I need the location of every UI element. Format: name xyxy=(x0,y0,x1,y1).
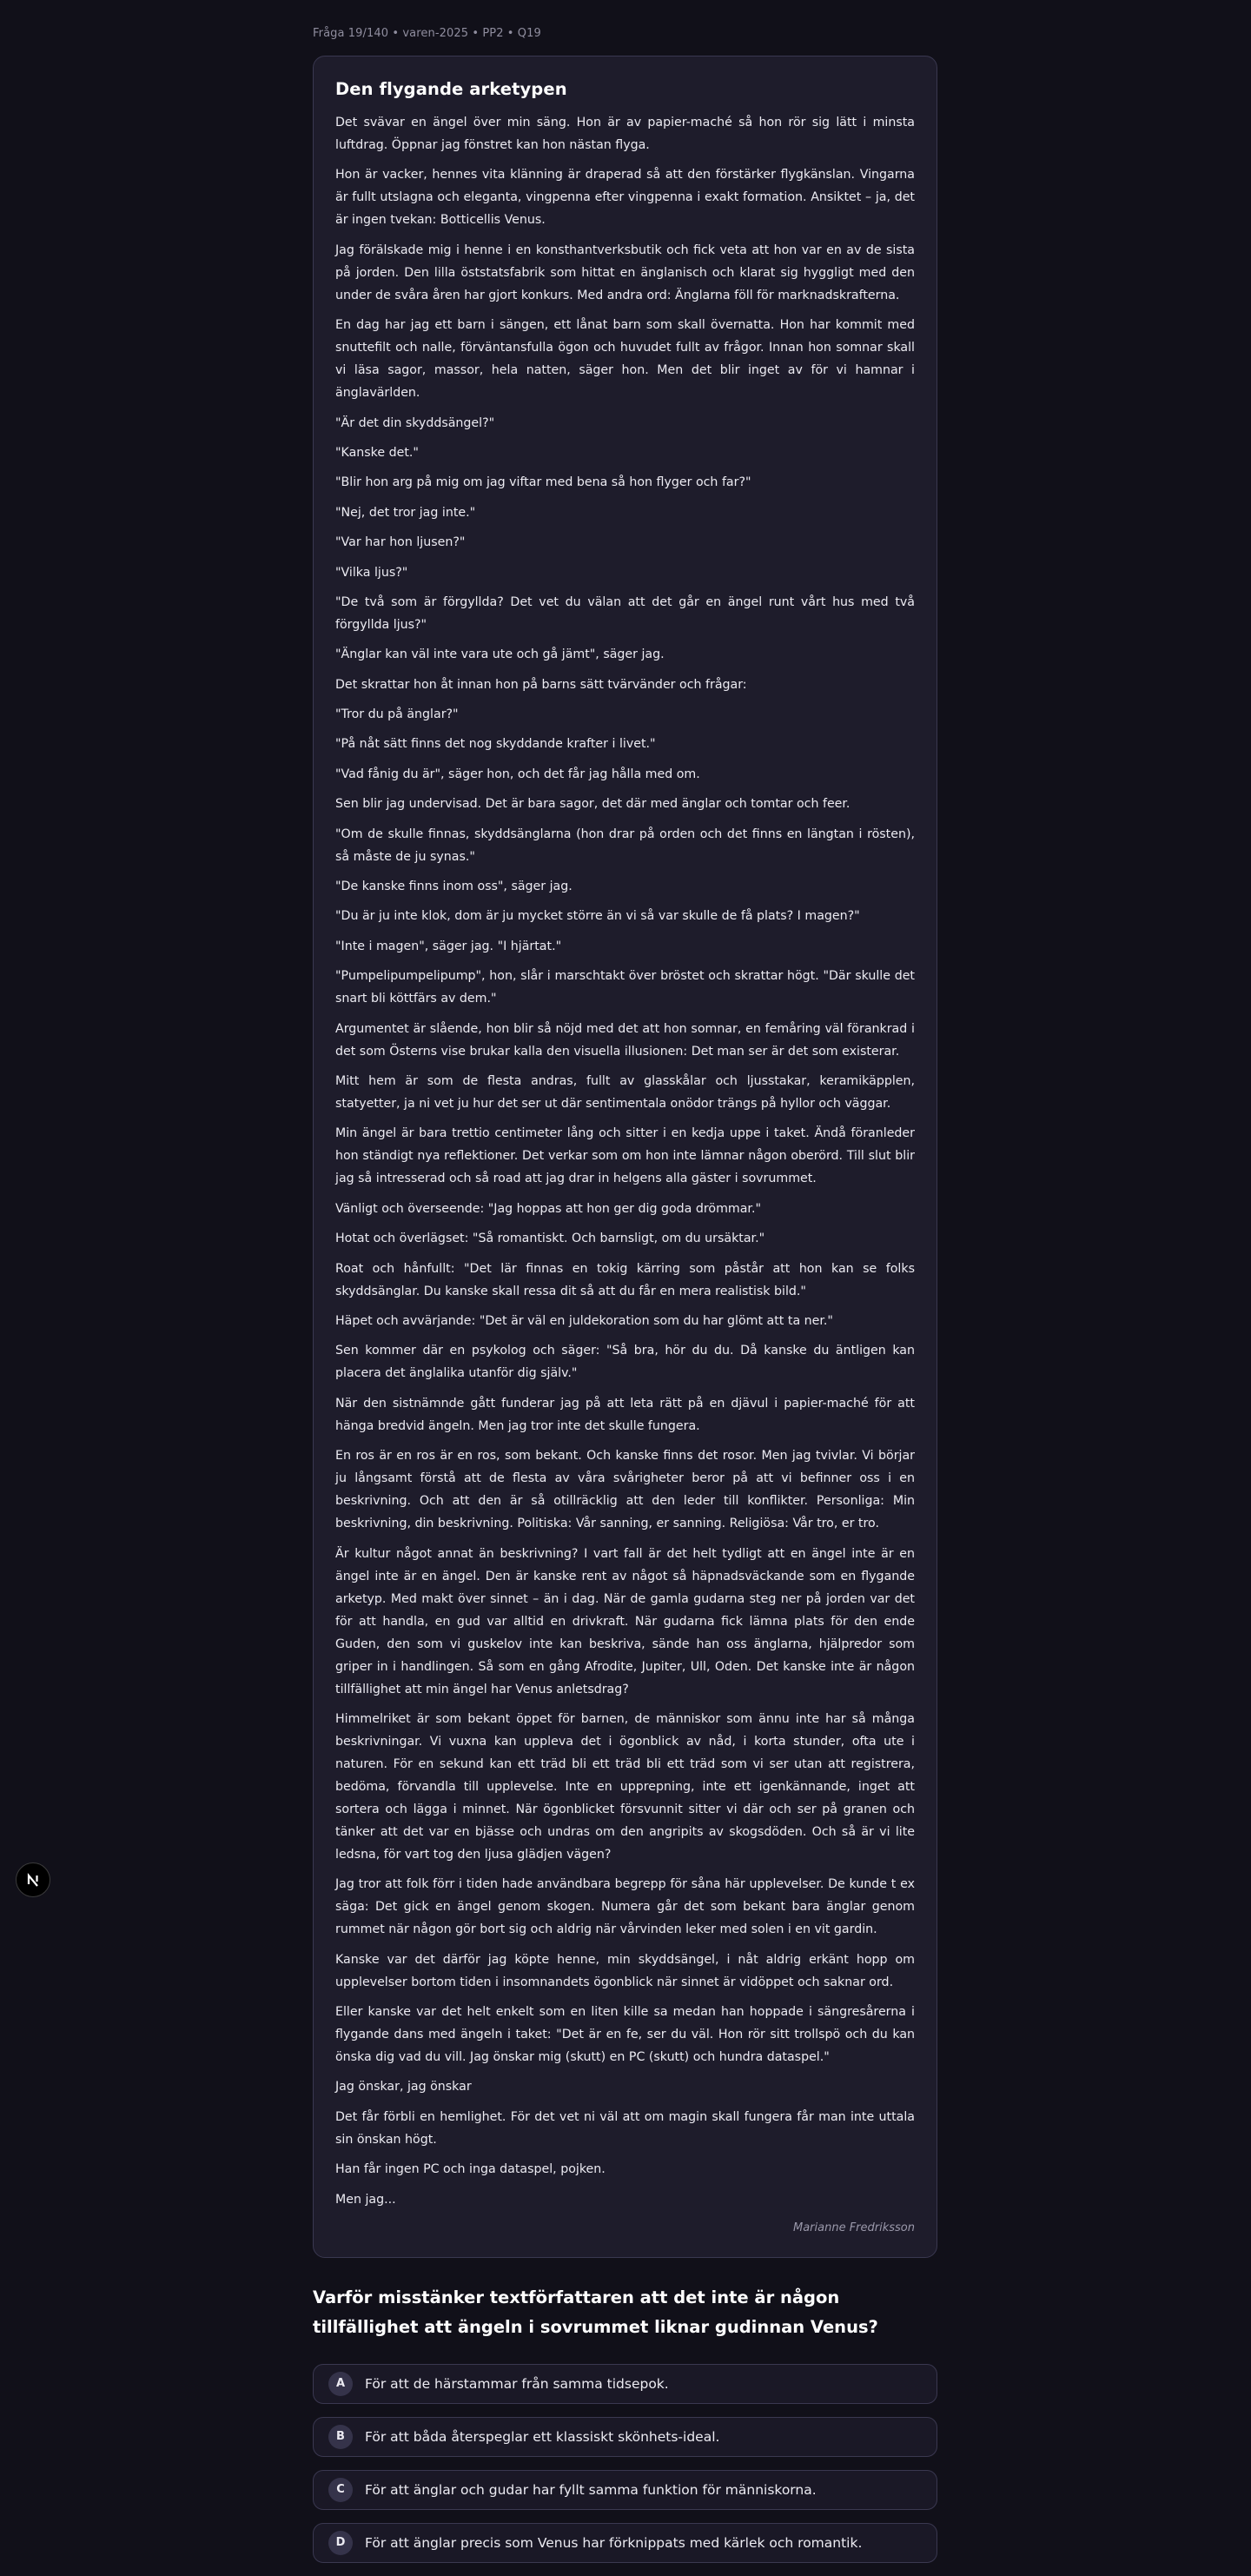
article-paragraph: "Vad fånig du är", säger hon, och det får jag hålla med om. xyxy=(335,767,700,781)
article-paragraph: Sen kommer där en psykolog och säger: "Så bra, hör du du. Då kanske du äntligen kan placera det änglalika utanför dig själv." xyxy=(335,1344,915,1381)
article-paragraph: Det får förbli en hemlighet. För det vet ni väl att om magin skall fungera får man inte uttala sin önskan högt. xyxy=(335,2109,915,2147)
article-paragraph: Jag förälskade mig i henne i en konsthantverksbutik och fick veta att hon var en av de sista på jorden. Den lilla öststatsfabrik som hittat en änglanisch och klarat sig hyggligt med den under de svåra åren har gjort konkurs. Med andra ord: Änglarna föll för marknadskrafterna. xyxy=(335,242,915,302)
article-paragraph: "På nåt sätt finns det nog skyddande krafter i livet." xyxy=(335,737,656,752)
article-paragraph: Hotat och överlägset: "Så romantiskt. Och barnsligt, om du ursäktar." xyxy=(335,1232,765,1246)
article-paragraph: Det skrattar hon åt innan hon på barns sätt tvärvänder och frågar: xyxy=(335,677,747,692)
nextjs-badge-button[interactable] xyxy=(16,1862,50,1897)
article-paragraph: "Nej, det tror jag inte." xyxy=(335,505,476,520)
article-paragraph: Himmelriket är som bekant öppet för barnen, de människor som ännu inte har så många beskrivningar. Vi vuxna kan uppleva det i ögonblick av nåd, i korta stunder, ofta ute i naturen. För en sekund kan ett träd bli ett träd bli ett träd som vi ser utan att registrera, bedöma, förvandla till upplevelse. Inte en upprepning, inte ett igenkännande, inget att sortera och lägga i minnet. När ögonblicket försvunnit sitter vi där och ser på granen och tänker att det var en bjässe och undras om den angripits av skogsdöden. Och så är vi lite ledsna, för vart tog den ljusa glädjen vägen? xyxy=(335,1711,915,1862)
article-paragraph: Han får ingen PC och inga dataspel, pojken. xyxy=(335,2162,606,2177)
article-card xyxy=(313,56,937,2258)
article-paragraph: Mitt hem är som de flesta andras, fullt av glasskålar och ljusstakar, keramikäpplen, statyetter, ja ni vet ju hur det ser ut där sentimentala onödor trängs på hyllor och väggar. xyxy=(335,1073,915,1111)
option-c-button[interactable] xyxy=(313,2470,937,2510)
article-paragraph: "Tror du på änglar?" xyxy=(335,707,459,722)
article-paragraph: "Du är ju inte klok, dom är ju mycket större än vi så var skulle de få plats? I magen?" xyxy=(335,909,860,924)
option-text: För att båda återspeglar ett klassiskt skönhets-ideal. xyxy=(365,2428,720,2445)
option-letter: A xyxy=(328,2372,353,2396)
option-text: För att änglar precis som Venus har förknippats med kärlek och romantik. xyxy=(365,2534,863,2551)
answer-options xyxy=(313,2364,937,2563)
article-paragraph: "Blir hon arg på mig om jag viftar med bena så hon flyger och far?" xyxy=(335,475,751,490)
article-paragraph: Men jag... xyxy=(335,2192,396,2207)
article-paragraph: "Änglar kan väl inte vara ute och gå jämt", säger jag. xyxy=(335,647,665,662)
question-text: Varför misstänker textförfattaren att det inte är någon tillfällighet att ängeln i sovrummet liknar gudinnan Venus? xyxy=(313,2287,878,2337)
article-paragraph: Hon är vacker, hennes vita klänning är draperad så att den förstärker flygkänslan. Vingarna är fullt utslagna och eleganta, vingpenna efter vingpenna i exakt formation. Ansiktet – ja, det är ingen tvekan: Botticellis Venus. xyxy=(335,168,915,228)
article-paragraph: Roat och hånfullt: "Det lär finnas en tokig kärring som påstår att hon kan se folks skyddsänglar. Du kanske skall ressa dit så att du får en mera realistisk bild." xyxy=(335,1261,915,1298)
option-text: För att de härstammar från samma tidsepok. xyxy=(365,2375,669,2392)
article-paragraph: Är kultur något annat än beskrivning? I vart fall är det helt tydligt att en ängel inte är en ängel inte är en ängel. Den är kanske rent av något så häpnadsväckande som en flygande arketyp. Med makt över sinnet – än i dag. När de gamla gudarna steg ner på jorden var det för att handla, en gud var alltid en drivkraft. När gudarna fick lämna plats för den ende Guden, den som vi guskelov inte kan beskriva, sände han oss änglarna, hjälpredor som griper in i handlingen. Så som en gång Afrodite, Jupiter, Ull, Oden. Det kanske inte är någon tillfällighet att min ängel har Venus anletsdrag? xyxy=(335,1546,915,1696)
article-paragraph: "Vilka ljus?" xyxy=(335,565,408,580)
article-paragraph: Vänligt och överseende: "Jag hoppas att hon ger dig goda drömmar." xyxy=(335,1201,761,1216)
article-paragraph: Eller kanske var det helt enkelt som en liten kille sa medan han hoppade i sängresårerna i flygande dans med ängeln i taket: "Det är en fe, ser du väl. Hon rör sitt trollspö och du kan önska dig vad du vill. Jag önskar mig (skutt) en PC (skutt) och hundra dataspel." xyxy=(335,2005,915,2065)
article-paragraph: "Är det din skyddsängel?" xyxy=(335,415,495,430)
article-paragraph: "De två som är förgyllda? Det vet du välan att det går en ängel runt vårt hus med två förgyllda ljus?" xyxy=(335,594,915,632)
option-b-button[interactable] xyxy=(313,2417,937,2457)
article-paragraph: Kanske var det därför jag köpte henne, min skyddsängel, i nåt aldrig erkänt hopp om upplevelser bortom tiden i insomnandets ögonblick när sinnet är vidöppet och saknar ord. xyxy=(335,1952,915,1989)
quiz-page xyxy=(313,0,937,2576)
article-paragraph: "Pumpelipumpelipump", hon, slår i marschtakt över bröstet och skrattar högt. "Där skulle det snart bli köttfärs av dem." xyxy=(335,969,915,1006)
article-paragraph: Jag tror att folk förr i tiden hade användbara begrepp för såna här upplevelser. De kunde t ex säga: Det gick en ängel genom skogen. Numera går det som bekant bara änglar genom rummet när någon gör bort sig och aldrig när vårvinden leker med solen i en vit gardin. xyxy=(335,1877,915,1937)
article-body xyxy=(335,111,915,2211)
article-author: Marianne Fredriksson xyxy=(792,2221,915,2234)
nextjs-n-icon xyxy=(23,1870,43,1889)
option-d-button[interactable] xyxy=(313,2523,937,2563)
article-paragraph: En ros är en ros är en ros, som bekant. Och kanske finns det rosor. Men jag tvivlar. Vi börjar ju långsamt förstå att de flesta av våra svårigheter beror på att vi befinner oss i en beskrivning. Och att den är så otillräcklig att den leder till konflikter. Personliga: Min beskrivning, din beskrivning. Politiska: Vår sanning, er sanning. Religiösa: Vår tro, er tro. xyxy=(335,1449,915,1531)
article-paragraph: En dag har jag ett barn i sängen, ett lånat barn som skall övernatta. Hon har kommit med snuttefilt och nalle, förväntansfulla ögon och huvudet fullt av frågor. Innan hon somnar skall vi läsa sagor, massor, hela natten, säger hon. Men det blir inget av för vi hamnar i änglavärlden. xyxy=(335,318,915,401)
article-paragraph: Argumentet är slående, hon blir så nöjd med det att hon somnar, en femåring väl förankrad i det som Österns vise brukar kalla den visuella illusionen: Det man ser är det som existerar. xyxy=(335,1021,915,1059)
article-paragraph: Sen blir jag undervisad. Det är bara sagor, det där med änglar och tomtar och feer. xyxy=(335,797,851,812)
question-meta: Fråga 19/140 • varen-2025 • PP2 • Q19 xyxy=(313,27,541,40)
option-letter: C xyxy=(328,2478,353,2502)
article-paragraph: Min ängel är bara trettio centimeter lång och sitter i en kedja uppe i taket. Ändå föranleder hon ständigt nya reflektioner. Det verkar som om hon inte lämnar någon oberörd. Till slut blir jag så intresserad och så road att jag drar in helgens alla gäster i sovrummet. xyxy=(335,1126,915,1186)
option-letter: D xyxy=(328,2531,353,2555)
article-paragraph: Jag önskar, jag önskar xyxy=(335,2080,472,2095)
article-paragraph: "De kanske finns inom oss", säger jag. xyxy=(335,880,573,894)
option-a-button[interactable] xyxy=(313,2364,937,2404)
article-paragraph: "Om de skulle finnas, skyddsänglarna (hon drar på orden och det finns en längtan i rösten), så måste de ju synas." xyxy=(335,827,915,864)
article-paragraph: "Inte i magen", säger jag. "I hjärtat." xyxy=(335,939,562,953)
article-paragraph: "Var har hon ljusen?" xyxy=(335,535,466,550)
article-paragraph: Det svävar en ängel över min säng. Hon är av papier-maché så hon rör sig lätt i minsta luftdrag. Öppnar jag fönstret kan hon nästan flyga. xyxy=(335,116,915,152)
article-paragraph: Häpet och avvärjande: "Det är väl en juldekoration som du har glömt att ta ner." xyxy=(335,1313,833,1328)
article-paragraph: När den sistnämnde gått funderar jag på att leta rätt på en djävul i papier-maché för att hänga bredvid ängeln. Men jag tror inte det skulle fungera. xyxy=(335,1396,915,1433)
option-text: För att änglar och gudar har fyllt samma funktion för människorna. xyxy=(365,2481,817,2498)
option-letter: B xyxy=(328,2425,353,2449)
article-title: Den flygande arketypen xyxy=(335,79,567,99)
article-paragraph: "Kanske det." xyxy=(335,445,419,460)
